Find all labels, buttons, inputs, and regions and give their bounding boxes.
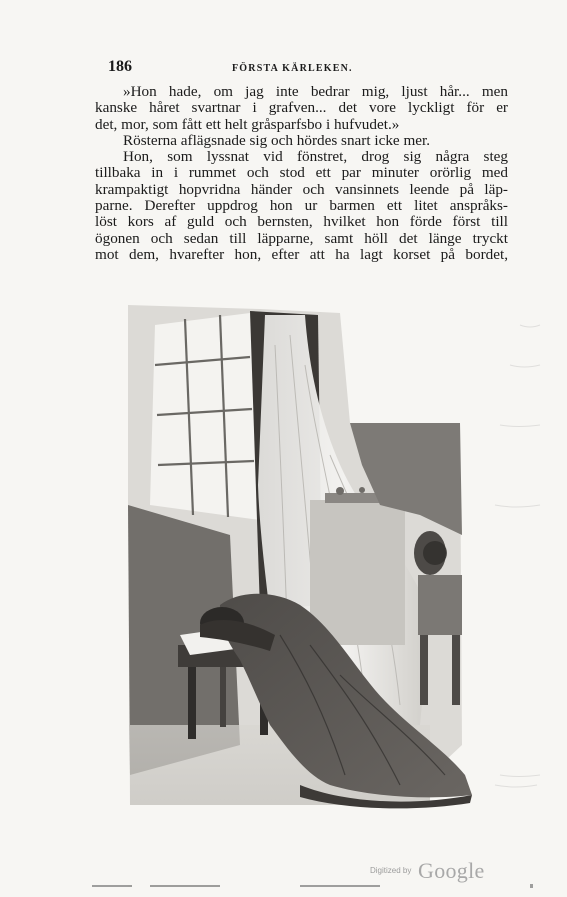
page-header bbox=[0, 58, 567, 78]
text-line: ögonen och sedan till läpparne, samt höll det länge tryckt bbox=[95, 229, 508, 247]
bottom-scan-noise bbox=[90, 884, 560, 890]
text-line: parne. Derefter uppdrog hon ur barmen ett litet anspråks- bbox=[95, 197, 508, 215]
bleed-through-marks bbox=[495, 325, 540, 787]
text-line: »Hon hade, om jag inte bedrar mig, ljust hår... men bbox=[123, 83, 508, 100]
body-text bbox=[95, 84, 508, 263]
running-head: FÖRSTA KÄRLEKEN. bbox=[232, 63, 353, 74]
text-line: mot dem, hvarefter hon, efter att ha lagt korset på bordet, bbox=[95, 245, 508, 263]
google-logo: Google bbox=[418, 858, 485, 883]
page-number: 186 bbox=[108, 58, 132, 75]
text-line: löst kors af guld och bernsten, hvilket hon förde först till bbox=[95, 213, 508, 231]
paragraph-1 bbox=[95, 84, 508, 133]
text-line: Hon, som lyssnat vid fönstret, drog sig några steg bbox=[123, 148, 508, 166]
illustration-kneeling-woman bbox=[100, 305, 567, 845]
wall-ornament bbox=[423, 541, 447, 565]
text-line: Rösterna aflägsnade sig och hördes snart icke mer. bbox=[123, 131, 431, 149]
digitized-by-label: Digitized by bbox=[370, 866, 412, 875]
text-line: krampaktigt hopvridna händer och vansinnets leende på läp- bbox=[95, 180, 508, 198]
paragraph-2 bbox=[95, 133, 508, 149]
text-line: kanske håret svartnar i grafven... det vore lyckligt för er bbox=[95, 99, 508, 117]
dressing-table bbox=[310, 500, 405, 645]
text-line: det, mor, som fått ett helt gråsparfsbo i hufvudet.» bbox=[95, 115, 400, 133]
text-line: tillbaka in i rummet och stod ett par minuter orörlig med bbox=[95, 164, 508, 182]
window-light bbox=[150, 313, 260, 520]
paragraph-3 bbox=[95, 149, 508, 263]
